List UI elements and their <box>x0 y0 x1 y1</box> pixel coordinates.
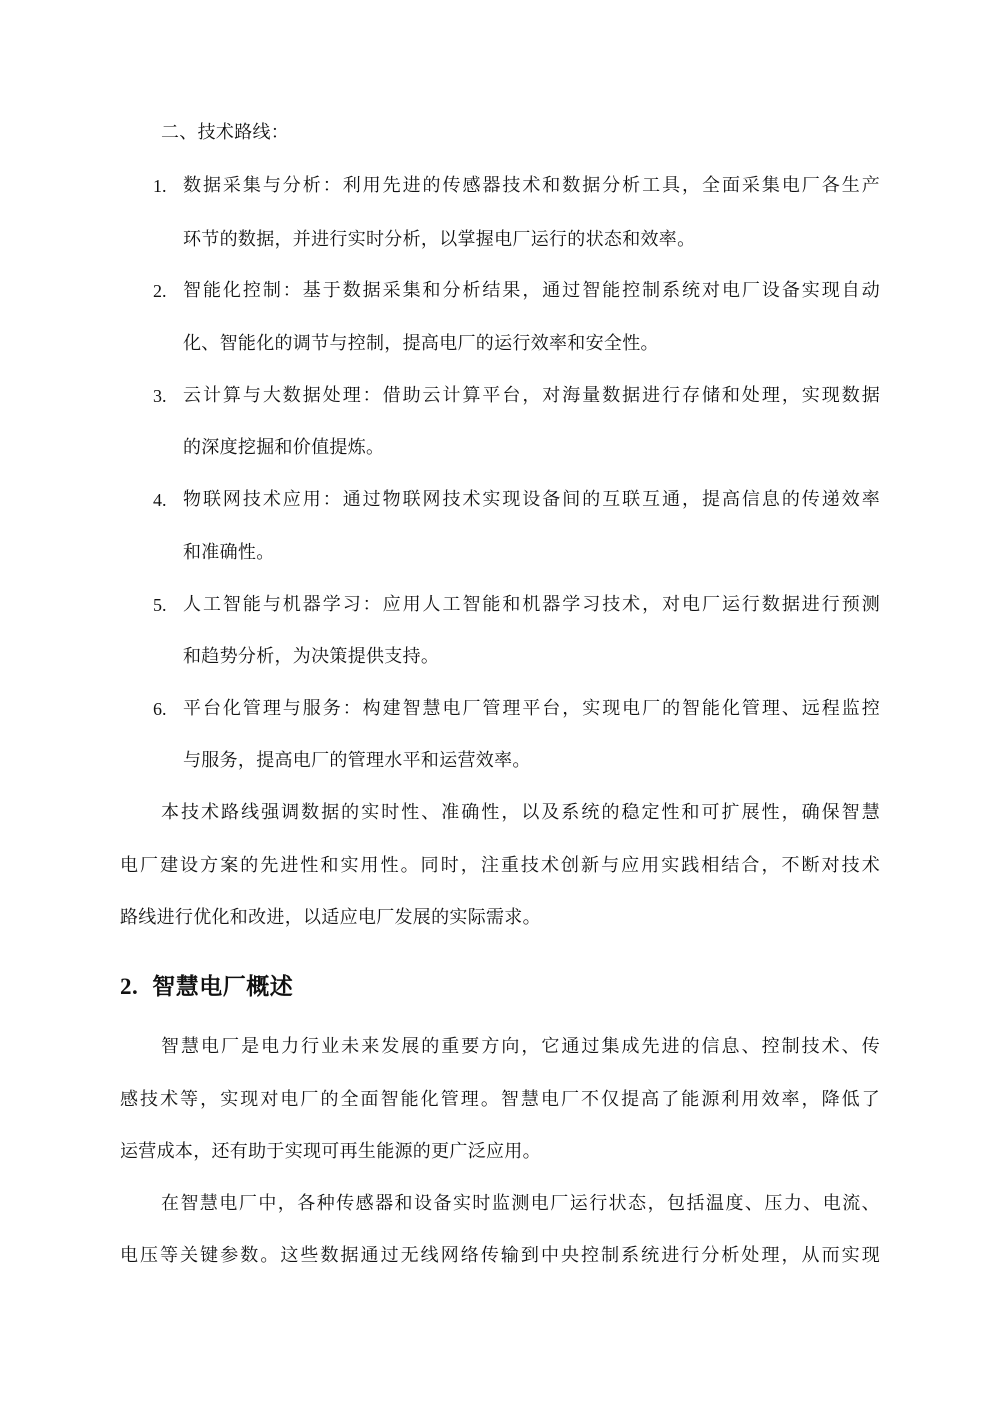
summary-line2: 电厂建设方案的先进性和实用性。同时，注重技术创新与应用实践相结合，不断对技术 <box>120 855 880 876</box>
list-item-number: 3. <box>153 386 167 406</box>
list-item-text-line1: 智能化控制：基于数据采集和分析结果，通过智能控制系统对电厂设备实现自动 <box>183 280 880 301</box>
list-item-text-line1: 人工智能与机器学习：应用人工智能和机器学习技术，对电厂运行数据进行预测 <box>183 594 880 615</box>
para1-line1: 智慧电厂是电力行业未来发展的重要方向，它通过集成先进的信息、控制技术、传 <box>161 1036 880 1057</box>
list-item-text-line1: 物联网技术应用：通过物联网技术实现设备间的互联互通，提高信息的传递效率 <box>183 489 880 510</box>
list-item-text-line2: 与服务，提高电厂的管理水平和运营效率。 <box>183 750 531 771</box>
chapter-heading-number: 2. <box>120 974 139 999</box>
list-item-text-line2: 的深度挖掘和价值提炼。 <box>183 437 385 458</box>
list-item-text-line1: 数据采集与分析：利用先进的传感器技术和数据分析工具，全面采集电厂各生产 <box>183 175 880 196</box>
summary-line1: 本技术路线强调数据的实时性、准确性，以及系统的稳定性和可扩展性，确保智慧 <box>161 802 880 823</box>
list-item-text-line2: 环节的数据，并进行实时分析，以掌握电厂运行的状态和效率。 <box>183 229 696 250</box>
para2-line1: 在智慧电厂中，各种传感器和设备实时监测电厂运行状态，包括温度、压力、电流、 <box>161 1193 880 1214</box>
list-item-text-line1: 平台化管理与服务：构建智慧电厂管理平台，实现电厂的智能化管理、远程监控 <box>183 698 880 719</box>
section-heading: 二、技术路线： <box>161 122 290 143</box>
list-item-number: 4. <box>153 490 167 510</box>
chapter-heading-title: 智慧电厂概述 <box>152 974 294 1000</box>
para1-line3: 运营成本，还有助于实现可再生能源的更广泛应用。 <box>120 1141 541 1162</box>
list-item-text-line2: 和准确性。 <box>183 542 275 563</box>
list-item-text-line2: 化、智能化的调节与控制，提高电厂的运行效率和安全性。 <box>183 333 659 354</box>
list-item-text-line2: 和趋势分析，为决策提供支持。 <box>183 646 440 667</box>
list-item-number: 5. <box>153 595 167 615</box>
list-item-number: 1. <box>153 176 167 196</box>
list-item-text-line1: 云计算与大数据处理：借助云计算平台，对海量数据进行存储和处理，实现数据 <box>183 385 880 406</box>
list-item-number: 6. <box>153 699 167 719</box>
para2-line2: 电压等关键参数。这些数据通过无线网络传输到中央控制系统进行分析处理，从而实现 <box>120 1245 880 1266</box>
summary-line3: 路线进行优化和改进，以适应电厂发展的实际需求。 <box>120 907 541 928</box>
para1-line2: 感技术等，实现对电厂的全面智能化管理。智慧电厂不仅提高了能源利用效率，降低了 <box>120 1089 880 1110</box>
chapter-heading <box>120 971 293 1003</box>
list-item-number: 2. <box>153 281 167 301</box>
